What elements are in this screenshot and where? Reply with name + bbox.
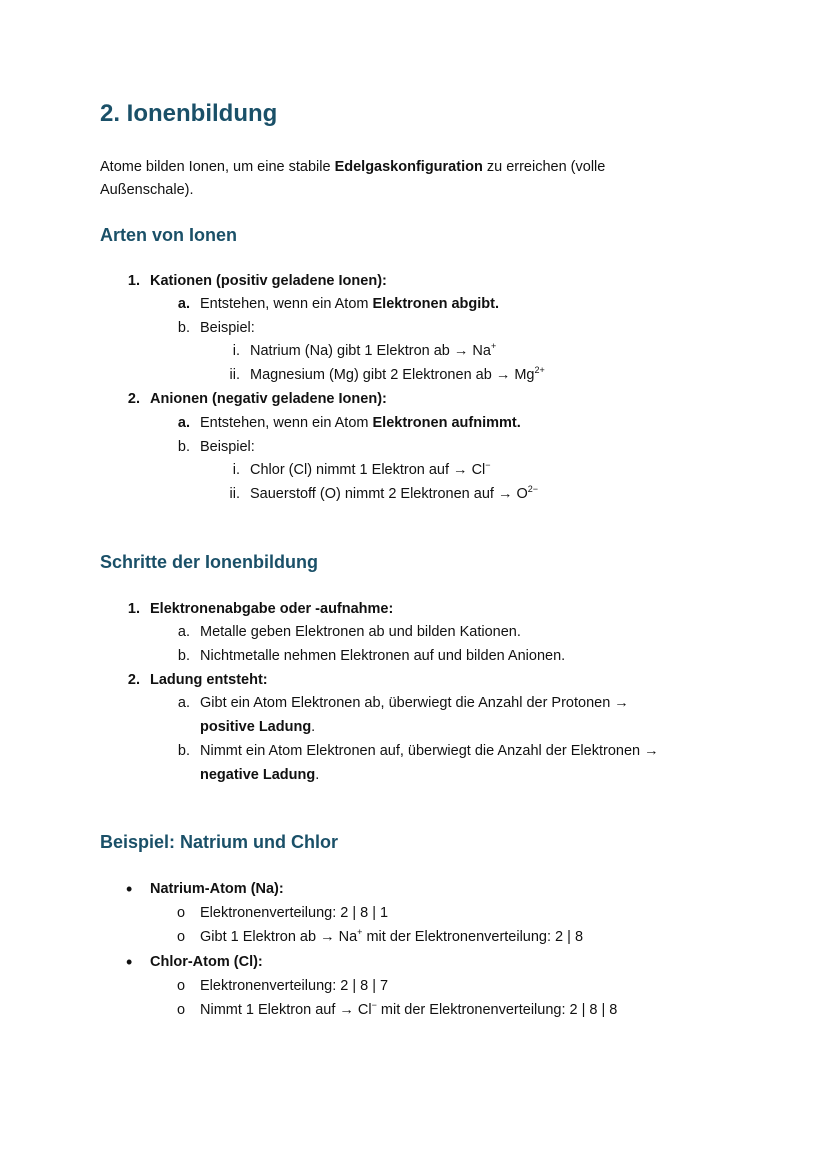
- list-marker: o: [177, 929, 186, 945]
- text-run: Außenschale).: [100, 182, 194, 198]
- intro-paragraph-line: [100, 180, 194, 200]
- list-item: [150, 952, 263, 972]
- list-marker: •: [126, 952, 133, 972]
- superscript-charge: 2−: [527, 484, 539, 495]
- text-run: Natrium (Na) gibt 1 Elektron ab → Na: [250, 343, 491, 359]
- superscript-charge: +: [357, 927, 363, 938]
- list-item: [200, 903, 388, 923]
- list-marker: 2.: [127, 672, 140, 688]
- list-marker: b.: [177, 320, 190, 336]
- text-run: Ladung entsteht:: [150, 672, 268, 688]
- text-run: Gibt 1 Elektron ab → Na: [200, 929, 358, 945]
- text-run: Nichtmetalle nehmen Elektronen auf und bilden Anionen.: [200, 648, 566, 664]
- list-marker: •: [126, 879, 133, 899]
- text-run: negative Ladung: [200, 767, 316, 783]
- list-item: [200, 765, 319, 785]
- list-item: [200, 717, 315, 737]
- superscript-charge: +: [490, 341, 497, 352]
- list-item: [150, 271, 387, 291]
- text-run: Anionen (negativ geladene Ionen):: [150, 391, 387, 407]
- list-marker: o: [177, 905, 186, 921]
- list-item: [200, 437, 255, 457]
- list-item: [200, 741, 659, 761]
- text-run: Gibt ein Atom Elektronen ab, überwiegt die Anzahl der Protonen →: [200, 695, 629, 711]
- list-item: [200, 318, 255, 338]
- text-run: Elektronen abgibt.: [372, 296, 499, 312]
- list-item: [150, 599, 393, 619]
- text-run: Nimmt ein Atom Elektronen auf, überwiegt die Anzahl der Elektronen →: [200, 743, 659, 759]
- text-run: Chlor-Atom (Cl):: [150, 954, 263, 970]
- list-item: [200, 646, 565, 666]
- text-run: Natrium-Atom (Na):: [150, 881, 284, 897]
- text-run: Elektronenabgabe oder -aufnahme:: [150, 601, 394, 617]
- text-run: .: [311, 719, 316, 735]
- list-marker: b.: [177, 743, 190, 759]
- text-run: Atome bilden Ionen, um eine stabile: [100, 159, 335, 175]
- list-item: [200, 294, 499, 314]
- list-item: [200, 622, 521, 642]
- list-marker: a.: [177, 624, 190, 640]
- list-marker: b.: [177, 439, 190, 455]
- list-marker: i.: [232, 343, 240, 359]
- list-item: [250, 460, 491, 480]
- superscript-charge: 2+: [534, 365, 545, 376]
- list-item: [200, 976, 388, 996]
- text-run: Elektronen aufnimmt.: [372, 415, 521, 431]
- list-marker: ii.: [229, 367, 240, 383]
- text-run: Beispiel:: [200, 439, 255, 455]
- list-marker: o: [177, 1002, 186, 1018]
- list-marker: a.: [177, 296, 190, 312]
- text-run: Edelgaskonfiguration: [334, 159, 483, 175]
- text-run: Elektronenverteilung: 2 | 8 | 1: [200, 905, 389, 921]
- text-run: Nimmt 1 Elektron auf → Cl: [200, 1002, 372, 1018]
- list-marker: 2.: [127, 391, 140, 407]
- section-heading: Schritte der Ionenbildung: [100, 552, 319, 572]
- list-item: [200, 413, 521, 433]
- intro-paragraph-line: [100, 157, 605, 177]
- list-item: [250, 484, 538, 504]
- text-run: zu erreichen (volle: [482, 159, 606, 175]
- superscript-charge: −: [485, 460, 491, 471]
- list-marker: a.: [177, 415, 190, 431]
- text-run: Magnesium (Mg) gibt 2 Elektronen ab → Mg: [250, 367, 535, 383]
- list-item: [250, 341, 496, 361]
- text-run: mit der Elektronenverteilung: 2 | 8: [362, 929, 584, 945]
- list-item: [200, 693, 629, 713]
- list-item: [150, 879, 284, 899]
- section-heading: Beispiel: Natrium und Chlor: [100, 832, 339, 852]
- list-marker: i.: [232, 462, 240, 478]
- text-run: mit der Elektronenverteilung: 2 | 8 | 8: [376, 1002, 618, 1018]
- list-item: [250, 365, 545, 385]
- list-item: [200, 1000, 617, 1020]
- list-item: [150, 389, 387, 409]
- list-marker: b.: [177, 648, 190, 664]
- list-marker: ii.: [229, 486, 240, 502]
- text-run: Kationen (positiv geladene Ionen):: [150, 273, 387, 289]
- text-run: Sauerstoff (O) nimmt 2 Elektronen auf → O: [250, 486, 528, 502]
- list-marker: o: [177, 978, 186, 994]
- text-run: Entstehen, wenn ein Atom: [200, 296, 373, 312]
- text-run: Entstehen, wenn ein Atom: [200, 415, 373, 431]
- text-run: Metalle geben Elektronen ab und bilden Kationen.: [200, 624, 521, 640]
- superscript-charge: −: [371, 1000, 377, 1011]
- list-item: [150, 670, 268, 690]
- text-run: .: [315, 767, 320, 783]
- list-marker: 1.: [127, 273, 140, 289]
- text-run: Beispiel:: [200, 320, 255, 336]
- list-marker: 1.: [127, 601, 140, 617]
- text-run: Chlor (Cl) nimmt 1 Elektron auf → Cl: [250, 462, 486, 478]
- text-run: positive Ladung: [200, 719, 312, 735]
- page-title: 2. Ionenbildung: [100, 100, 278, 127]
- list-marker: a.: [177, 695, 190, 711]
- list-item: [200, 927, 583, 947]
- section-heading: Arten von Ionen: [100, 225, 238, 245]
- text-run: Elektronenverteilung: 2 | 8 | 7: [200, 978, 389, 994]
